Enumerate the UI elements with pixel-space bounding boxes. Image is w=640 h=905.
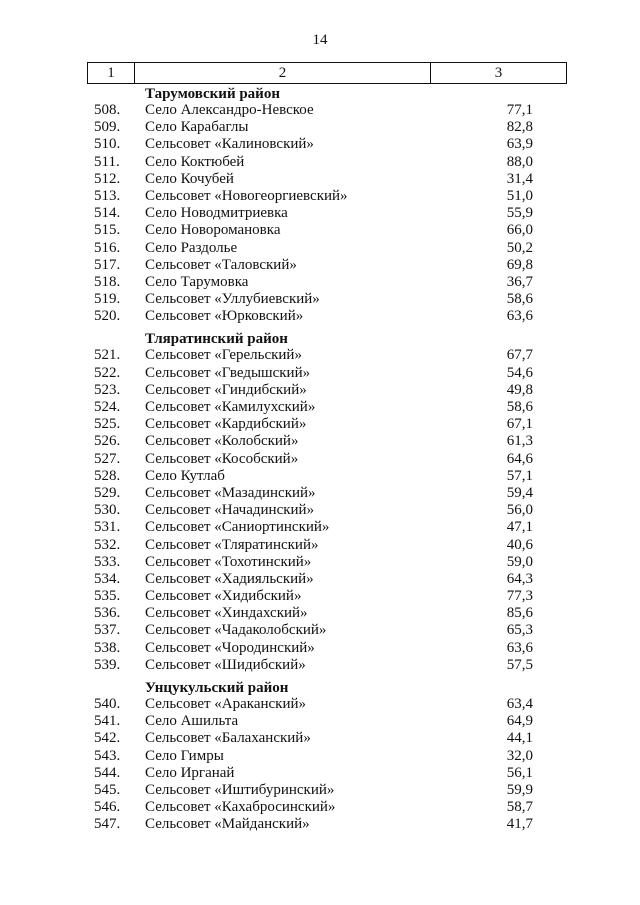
row-number: 530. <box>94 502 121 519</box>
row-number: 542. <box>94 730 121 747</box>
row-number: 539. <box>94 656 121 673</box>
settlement-name: Село Кочубей <box>145 170 234 187</box>
settlement-name: Село Ашильта <box>145 713 239 730</box>
row-value: 69,8 <box>506 256 533 273</box>
row-number: 544. <box>94 764 121 781</box>
table-row <box>0 308 640 325</box>
row-value: 67,1 <box>506 416 533 433</box>
row-value: 61,3 <box>506 433 533 450</box>
row-value: 77,1 <box>506 102 533 118</box>
row-value: 82,8 <box>506 119 533 136</box>
row-value: 32,0 <box>506 747 533 764</box>
settlement-name: Сельсовет «Чородинский» <box>145 639 315 656</box>
settlement-name: Село Ирганай <box>145 764 235 781</box>
row-number: 536. <box>94 605 121 622</box>
settlement-name: Село Александро-Невское <box>145 102 314 118</box>
district-name: Унцукульский район <box>145 680 289 696</box>
table-row <box>0 657 640 674</box>
page-number: 14 <box>312 32 328 48</box>
settlement-name: Сельсовет «Юрковский» <box>145 308 304 325</box>
settlement-name: Сельсовет «Герельский» <box>145 347 302 364</box>
settlement-name: Сельсовет «Хидибский» <box>145 588 302 605</box>
row-number: 516. <box>94 239 121 256</box>
row-value: 54,6 <box>506 364 533 381</box>
row-number: 515. <box>94 222 121 239</box>
settlement-name: Сельсовет «Араканский» <box>145 696 307 712</box>
column-header-2: 2 <box>135 63 431 83</box>
table-row <box>0 399 640 416</box>
row-value: 58,6 <box>506 399 533 415</box>
row-number: 521. <box>94 347 121 364</box>
row-number: 529. <box>94 484 121 501</box>
settlement-name: Село Новодмитриевка <box>145 205 288 222</box>
table-row <box>0 365 640 382</box>
settlement-name: Сельсовет «Чадаколобский» <box>145 622 327 639</box>
table-row <box>0 274 640 291</box>
row-value: 41,7 <box>506 816 533 833</box>
district-heading <box>0 84 640 102</box>
row-value: 63,6 <box>506 639 533 656</box>
table-row <box>0 748 640 765</box>
table-row <box>0 713 640 730</box>
table-row <box>0 816 640 833</box>
settlement-name: Сельсовет «Иштибуринский» <box>145 781 335 798</box>
row-value: 85,6 <box>506 605 533 622</box>
table-row <box>0 240 640 257</box>
row-number: 531. <box>94 519 121 536</box>
column-header-1: 1 <box>88 63 135 83</box>
row-value: 50,2 <box>506 239 533 256</box>
row-value: 88,0 <box>506 153 533 170</box>
table-row <box>0 554 640 571</box>
row-value: 58,6 <box>506 291 533 308</box>
row-value: 66,0 <box>506 222 533 239</box>
settlement-name: Сельсовет «Гведышский» <box>145 364 311 381</box>
settlement-name: Сельсовет «Начадинский» <box>145 502 315 519</box>
table-row <box>0 188 640 205</box>
row-value: 44,1 <box>506 730 533 747</box>
table-row <box>0 730 640 747</box>
row-number: 519. <box>94 291 121 308</box>
table-row <box>0 119 640 136</box>
row-value: 59,9 <box>506 781 533 798</box>
row-value: 58,7 <box>506 799 533 816</box>
row-number: 526. <box>94 433 121 450</box>
row-number: 538. <box>94 639 121 656</box>
table-row <box>0 537 640 554</box>
table-row <box>0 502 640 519</box>
table-row <box>0 605 640 622</box>
row-value: 65,3 <box>506 622 533 639</box>
settlement-name: Сельсовет «Калиновский» <box>145 136 314 153</box>
row-value: 63,6 <box>506 308 533 325</box>
table-row <box>0 171 640 188</box>
settlement-name: Сельсовет «Саниортинский» <box>145 519 330 536</box>
row-number: 514. <box>94 205 121 222</box>
row-number: 532. <box>94 536 121 553</box>
row-value: 36,7 <box>506 273 533 290</box>
settlement-name: Село Гимры <box>145 747 224 764</box>
settlement-name: Сельсовет «Хадияльский» <box>145 570 314 587</box>
table-row <box>0 519 640 536</box>
settlement-name: Сельсовет «Шидибский» <box>145 656 306 673</box>
row-number: 546. <box>94 799 121 816</box>
row-number: 533. <box>94 553 121 570</box>
row-value: 67,7 <box>506 347 533 364</box>
settlement-name: Село Карабаглы <box>145 119 249 136</box>
row-number: 512. <box>94 170 121 187</box>
district-name: Тляратинский район <box>145 331 288 348</box>
row-value: 64,6 <box>506 450 533 467</box>
settlement-name: Село Коктюбей <box>145 153 245 170</box>
table-row <box>0 205 640 222</box>
row-number: 524. <box>94 399 121 415</box>
table-row <box>0 416 640 433</box>
row-number: 541. <box>94 713 121 730</box>
table-row <box>0 136 640 153</box>
settlement-name: Село Новоромановка <box>145 222 281 239</box>
settlement-name: Сельсовет «Кособский» <box>145 450 299 467</box>
row-number: 535. <box>94 588 121 605</box>
row-number: 511. <box>94 153 120 170</box>
table-row <box>0 571 640 588</box>
settlement-name: Сельсовет «Камилухский» <box>145 399 316 415</box>
table-header <box>87 62 567 84</box>
settlement-name: Сельсовет «Тляратинский» <box>145 536 319 553</box>
column-header-3: 3 <box>494 64 503 81</box>
settlement-name: Сельсовет «Тохотинский» <box>145 553 312 570</box>
settlement-name: Село Раздолье <box>145 239 238 256</box>
table-row <box>0 765 640 782</box>
table-row <box>0 222 640 239</box>
row-number: 509. <box>94 119 121 136</box>
row-number: 508. <box>94 102 121 118</box>
row-number: 547. <box>94 816 121 833</box>
table-row <box>0 588 640 605</box>
row-number: 523. <box>94 381 121 398</box>
row-number: 545. <box>94 781 121 798</box>
row-number: 543. <box>94 747 121 764</box>
row-value: 57,1 <box>506 467 533 484</box>
settlement-name: Сельсовет «Новогеоргиевский» <box>145 187 348 204</box>
row-value: 59,0 <box>506 553 533 570</box>
table-row <box>0 382 640 399</box>
row-value: 63,9 <box>506 136 533 153</box>
settlement-name: Сельсовет «Колобский» <box>145 433 299 450</box>
row-number: 534. <box>94 570 121 587</box>
row-value: 51,0 <box>506 187 533 204</box>
table-row <box>0 347 640 364</box>
district-heading <box>0 329 640 347</box>
row-value: 64,9 <box>506 713 533 730</box>
settlement-name: Сельсовет «Уллубиевский» <box>145 291 320 308</box>
row-number: 518. <box>94 273 121 290</box>
table-row <box>0 696 640 713</box>
table-row <box>0 154 640 171</box>
settlement-name: Сельсовет «Майданский» <box>145 816 310 833</box>
district-name: Тарумовский район <box>145 86 280 102</box>
row-value: 49,8 <box>506 381 533 398</box>
row-value: 47,1 <box>506 519 533 536</box>
row-value: 59,4 <box>506 484 533 501</box>
row-value: 57,5 <box>506 656 533 673</box>
settlement-name: Сельсовет «Хиндахский» <box>145 605 308 622</box>
district-heading <box>0 678 640 696</box>
settlement-name: Село Кутлаб <box>145 467 225 484</box>
table-row <box>0 640 640 657</box>
settlement-name: Сельсовет «Кахабросинский» <box>145 799 336 816</box>
table-row <box>0 468 640 485</box>
table-row <box>0 257 640 274</box>
settlement-name: Сельсовет «Мазадинский» <box>145 484 316 501</box>
row-number: 510. <box>94 136 121 153</box>
row-value: 56,0 <box>506 502 533 519</box>
row-value: 40,6 <box>506 536 533 553</box>
table-row <box>0 622 640 639</box>
row-value: 31,4 <box>506 170 533 187</box>
row-number: 540. <box>94 696 121 712</box>
row-number: 522. <box>94 364 121 381</box>
settlement-name: Село Тарумовка <box>145 273 249 290</box>
row-value: 56,1 <box>506 764 533 781</box>
table-row <box>0 799 640 816</box>
table-row <box>0 782 640 799</box>
row-number: 525. <box>94 416 121 433</box>
table-row <box>0 291 640 308</box>
row-number: 520. <box>94 308 121 325</box>
row-number: 537. <box>94 622 121 639</box>
row-number: 527. <box>94 450 121 467</box>
table-row <box>0 433 640 450</box>
settlement-name: Сельсовет «Балаханский» <box>145 730 311 747</box>
table-row <box>0 485 640 502</box>
row-value: 64,3 <box>506 570 533 587</box>
row-value: 55,9 <box>506 205 533 222</box>
table-body <box>0 84 640 834</box>
row-number: 528. <box>94 467 121 484</box>
table-row <box>0 102 640 119</box>
settlement-name: Сельсовет «Гиндибский» <box>145 381 307 398</box>
row-value: 63,4 <box>506 696 533 712</box>
settlement-name: Сельсовет «Кардибский» <box>145 416 307 433</box>
row-number: 517. <box>94 256 121 273</box>
table-row <box>0 451 640 468</box>
row-value: 77,3 <box>506 588 533 605</box>
settlement-name: Сельсовет «Таловский» <box>145 256 297 273</box>
row-number: 513. <box>94 187 121 204</box>
